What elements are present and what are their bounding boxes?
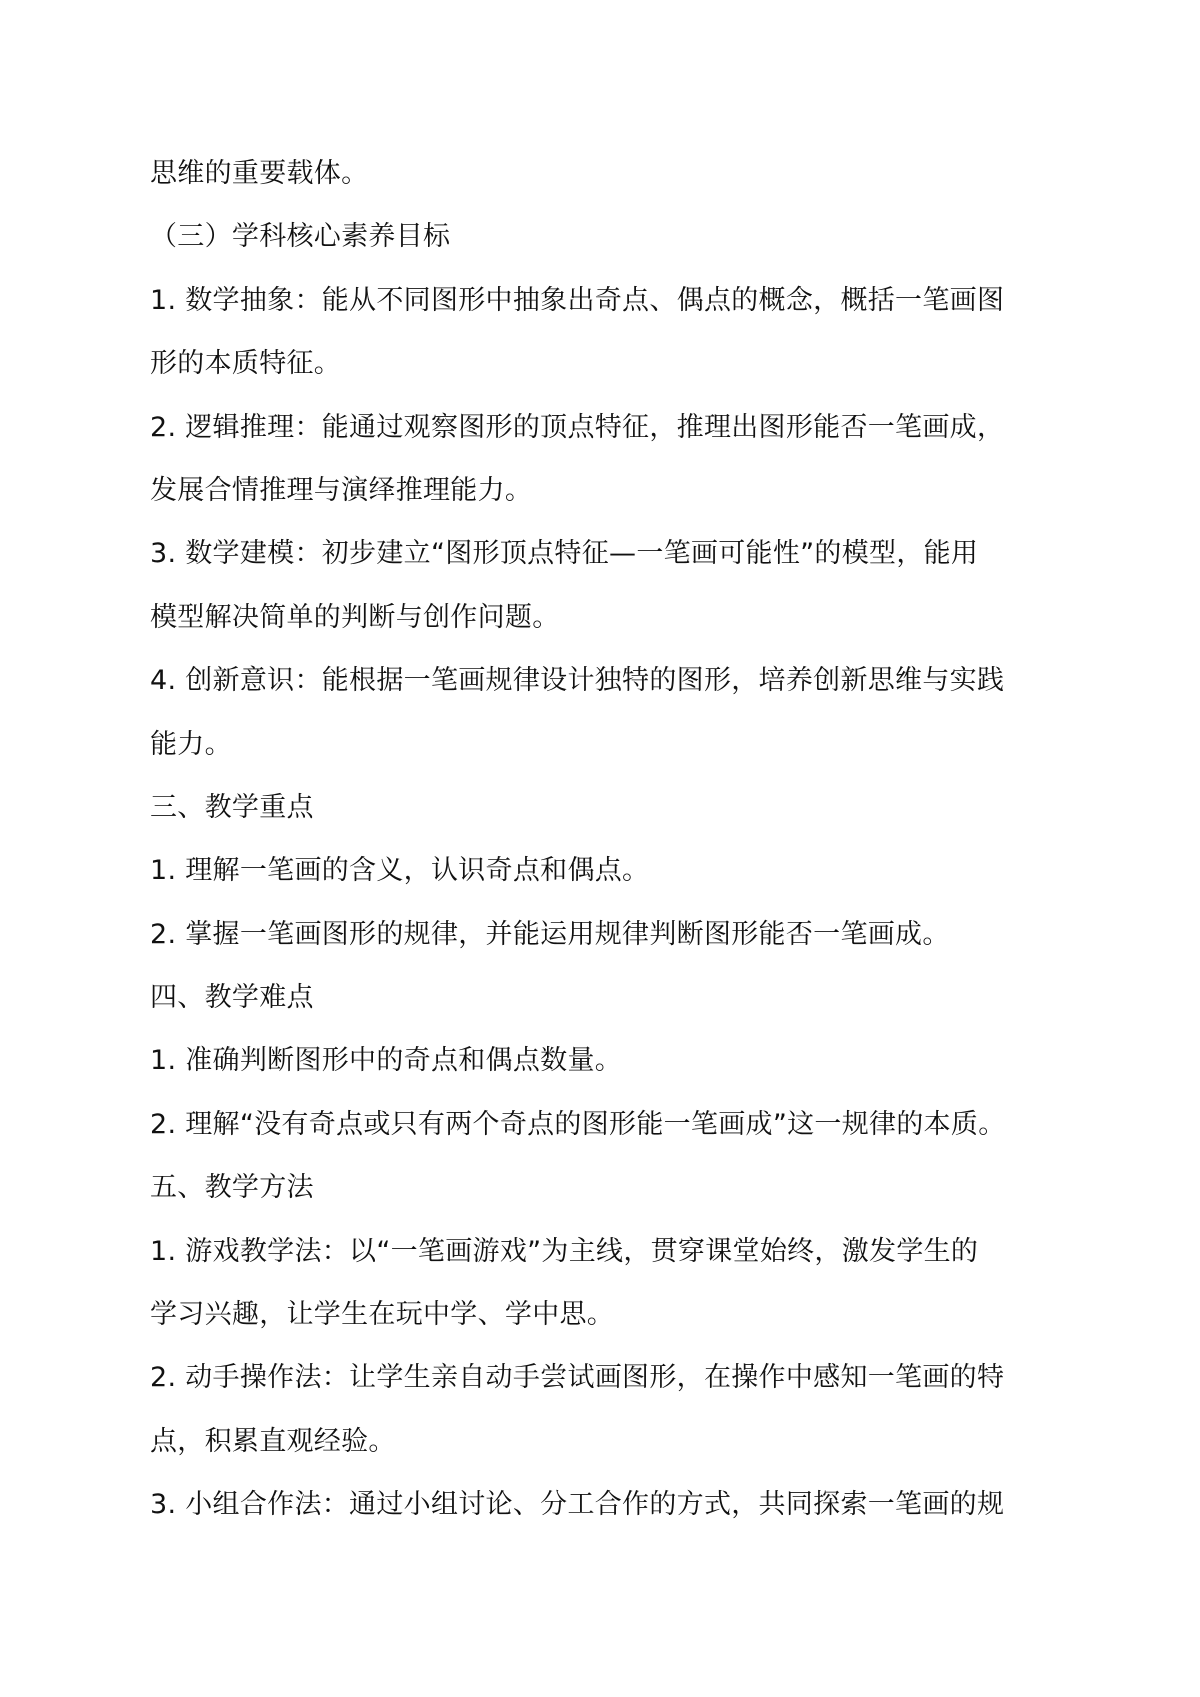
paragraph-line: 形的本质特征。 [150, 348, 342, 380]
paragraph-line: 3. 数学建模：初步建立“图形顶点特征—一笔画可能性”的模型，能用 [150, 538, 979, 570]
paragraph-line: 3. 小组合作法：通过小组讨论、分工合作的方式，共同探索一笔画的规 [150, 1489, 1005, 1521]
paragraph-line: 4. 创新意识：能根据一笔画规律设计独特的图形，培养创新思维与实践 [150, 665, 1005, 697]
paragraph-line: 能力。 [150, 728, 232, 760]
paragraph-line: 1. 准确判断图形中的奇点和偶点数量。 [150, 1045, 623, 1077]
section-heading: 五、教学方法 [150, 1172, 314, 1204]
section-heading: 四、教学难点 [150, 982, 314, 1014]
paragraph-line: 1. 游戏教学法：以“一笔画游戏”为主线，贯穿课堂始终，激发学生的 [150, 1235, 979, 1267]
paragraph-line: 发展合情推理与演绎推理能力。 [150, 474, 533, 506]
section-subheading: （三）学科核心素养目标 [150, 221, 451, 253]
paragraph-line: 思维的重要载体。 [150, 158, 369, 189]
paragraph-line: 2. 理解“没有奇点或只有两个奇点的图形能一笔画成”这一规律的本质。 [150, 1108, 1006, 1140]
paragraph-line: 学习兴趣，让学生在玩中学、学中思。 [150, 1299, 615, 1331]
paragraph-line: 点，积累直观经验。 [150, 1425, 396, 1457]
document-body [150, 142, 1055, 1537]
paragraph-line: 1. 理解一笔画的含义，认识奇点和偶点。 [150, 855, 650, 887]
paragraph-line: 2. 掌握一笔画图形的规律，并能运用规律判断图形能否一笔画成。 [150, 918, 950, 950]
paragraph-line: 2. 动手操作法：让学生亲自动手尝试画图形，在操作中感知一笔画的特 [150, 1362, 1005, 1394]
paragraph-line: 2. 逻辑推理：能通过观察图形的顶点特征，推理出图形能否一笔画成， [150, 411, 1005, 443]
paragraph-line: 模型解决简单的判断与创作问题。 [150, 601, 560, 633]
paragraph-line: 1. 数学抽象：能从不同图形中抽象出奇点、偶点的概念，概括一笔画图 [150, 284, 1005, 316]
section-heading: 三、教学重点 [150, 791, 314, 823]
